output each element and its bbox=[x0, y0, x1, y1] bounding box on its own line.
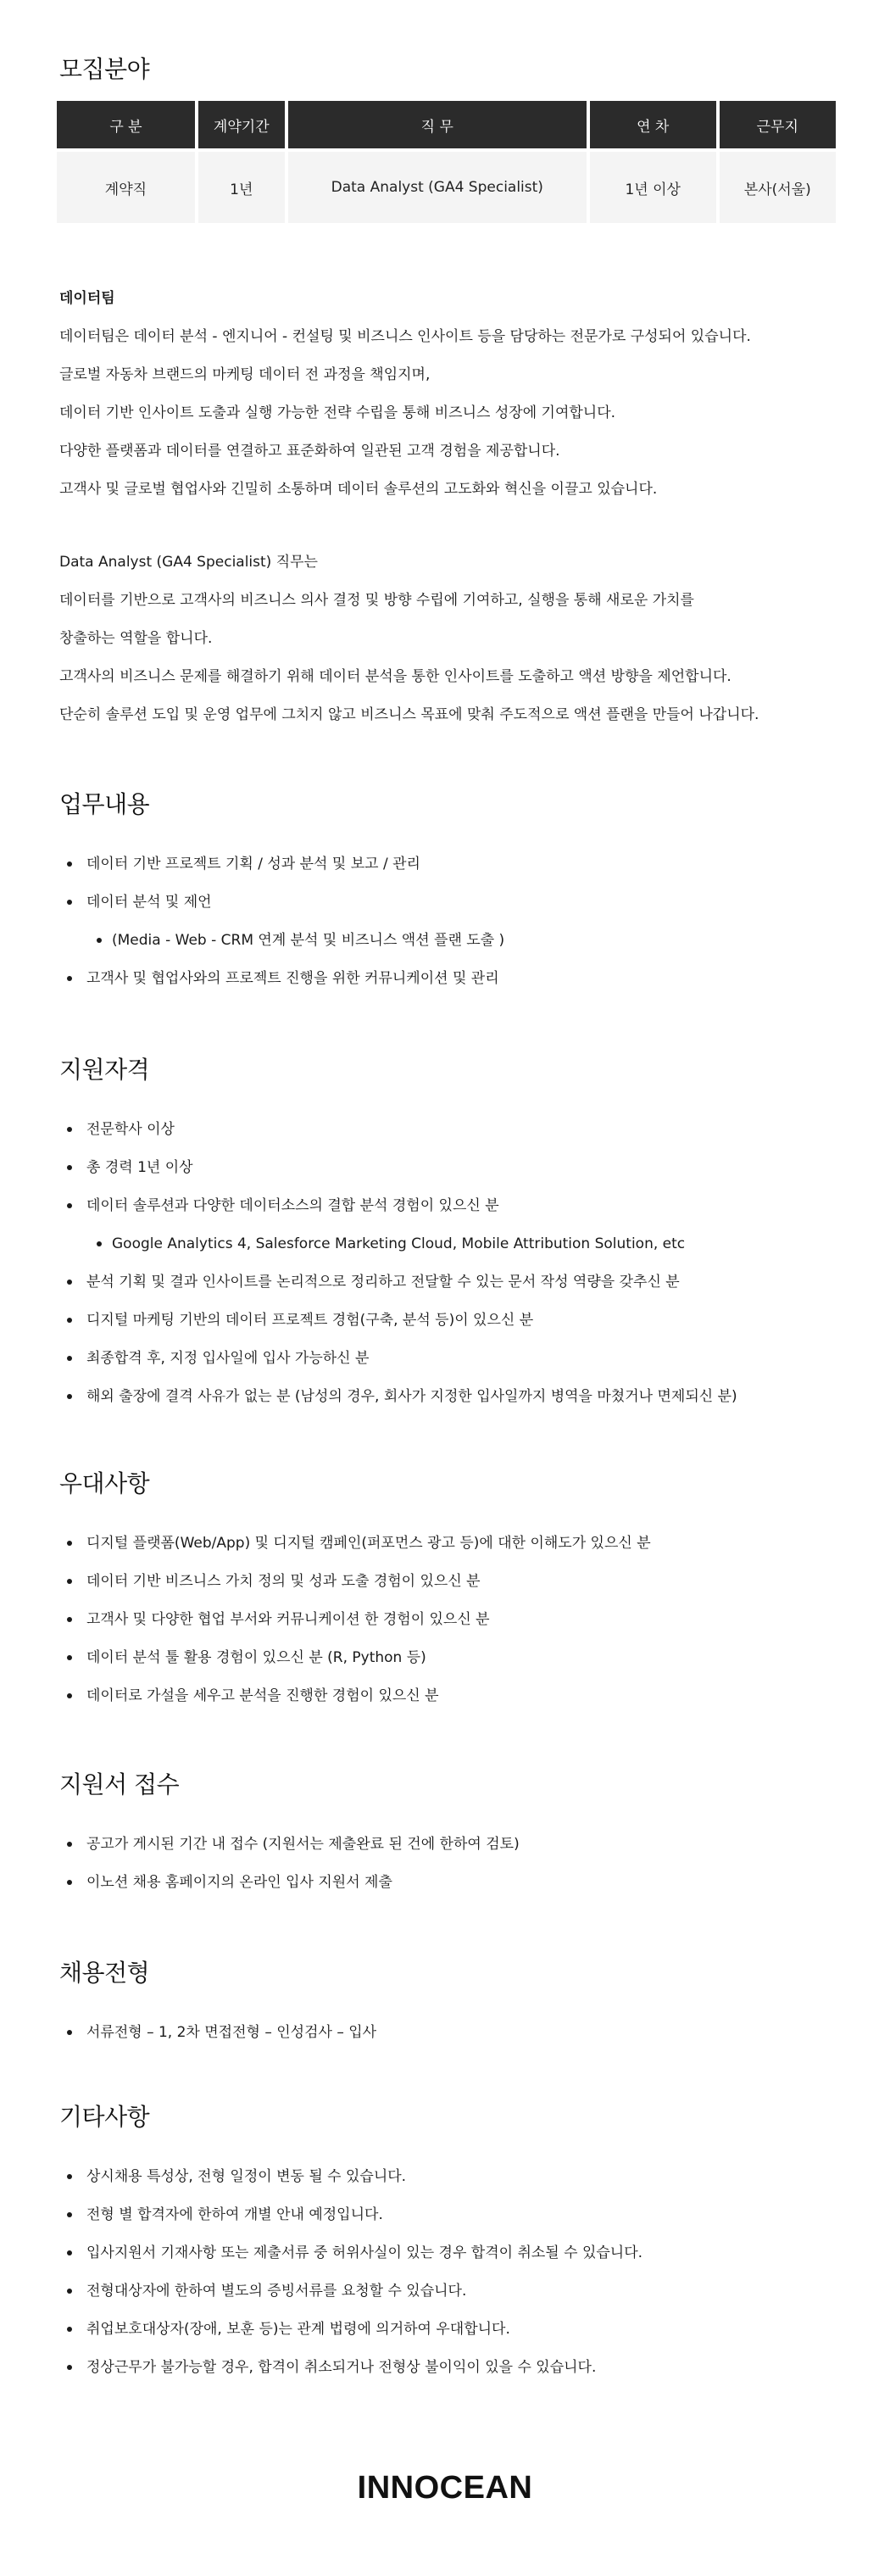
list-item: 서류전형 – 1, 2차 면접전형 – 인성검사 – 입사 bbox=[59, 2014, 856, 2052]
bullet-icon bbox=[67, 2174, 72, 2179]
role-line: 고객사의 비즈니스 문제를 해결하기 위해 데이터 분석을 통한 인사이트를 도출하고 액션 방향을 제언합니다. bbox=[59, 668, 731, 685]
bullet-icon bbox=[67, 1842, 72, 1847]
bullet-icon bbox=[67, 861, 72, 867]
header-job: 직 무 bbox=[288, 101, 587, 148]
role-line: 단순히 솔루션 도입 및 운영 업무에 그치지 않고 비즈니스 목표에 맞춰 주도적으로 액션 플랜을 만들어 나갑니다. bbox=[59, 706, 759, 723]
header-location: 근무지 bbox=[720, 101, 836, 148]
application-list bbox=[59, 1826, 856, 1902]
list-item: 고객사 및 다양한 협업 부서와 커뮤니케이션 한 경험이 있으신 분 bbox=[59, 1601, 856, 1639]
preferred-title: 우대사항 bbox=[59, 1469, 150, 1497]
bullet-icon bbox=[67, 900, 72, 905]
bullet-icon bbox=[67, 1127, 72, 1132]
list-item: 이노션 채용 홈페이지의 온라인 입사 지원서 제출 bbox=[59, 1864, 856, 1902]
cell-type: 계약직 bbox=[57, 148, 195, 223]
innocean-logo: INNOCEAN bbox=[357, 2470, 533, 2506]
bullet-icon bbox=[67, 1655, 72, 1660]
list-item: 전형대상자에 한하여 별도의 증빙서류를 요청할 수 있습니다. bbox=[59, 2272, 856, 2311]
list-item: 데이터로 가설을 세우고 분석을 진행한 경험이 있으신 분 bbox=[59, 1677, 856, 1715]
list-item: 데이터 분석 툴 활용 경험이 있으신 분 (R, Python 등) bbox=[59, 1639, 856, 1677]
cell-experience: 1년 이상 bbox=[590, 148, 716, 223]
bullet-icon bbox=[67, 2327, 72, 2332]
qualifications-list bbox=[59, 1111, 856, 1416]
bullet-icon bbox=[67, 1579, 72, 1584]
bullet-icon bbox=[97, 938, 102, 943]
team-line: 데이터 기반 인사이트 도출과 실행 가능한 전략 수립을 통해 비즈니스 성장에 기여합니다. bbox=[59, 404, 616, 421]
recruit-title: 모집분야 bbox=[59, 55, 150, 83]
bullet-icon bbox=[67, 2250, 72, 2255]
list-item: 공고가 게시된 기간 내 접수 (지원서는 제출완료 된 건에 한하여 검토) bbox=[59, 1826, 856, 1864]
team-intro bbox=[59, 280, 856, 509]
bullet-icon bbox=[67, 1617, 72, 1622]
role-intro bbox=[59, 544, 856, 734]
list-item: 최종합격 후, 지정 입사일에 입사 가능하신 분 bbox=[59, 1340, 856, 1378]
role-title: Data Analyst (GA4 Specialist) 직무는 bbox=[59, 554, 318, 571]
bullet-icon bbox=[67, 1394, 72, 1399]
cell-contract-period: 1년 bbox=[198, 148, 285, 223]
list-subitem: (Media - Web - CRM 연계 분석 및 비즈니스 액션 플랜 도출 ) bbox=[59, 922, 856, 960]
list-item: 해외 출장에 결격 사유가 없는 분 (남성의 경우, 회사가 지정한 입사일까지 병역을 마쳤거나 면제되신 분) bbox=[59, 1378, 856, 1416]
preferred-list bbox=[59, 1525, 856, 1715]
cell-job: Data Analyst (GA4 Specialist) bbox=[288, 148, 587, 223]
bullet-icon bbox=[67, 1280, 72, 1285]
bullet-icon bbox=[67, 1693, 72, 1698]
cell-location: 본사(서울) bbox=[720, 148, 836, 223]
list-item: 총 경력 1년 이상 bbox=[59, 1149, 856, 1187]
bullet-icon bbox=[67, 1356, 72, 1361]
list-item: 디지털 플랫폼(Web/App) 및 디지털 캠페인(퍼포먼스 광고 등)에 대한 이해도가 있으신 분 bbox=[59, 1525, 856, 1563]
etc-title: 기타사항 bbox=[59, 2103, 150, 2131]
header-contract-period: 계약기간 bbox=[198, 101, 285, 148]
etc-list bbox=[59, 2158, 856, 2387]
application-title: 지원서 접수 bbox=[59, 1770, 180, 1798]
duties-list bbox=[59, 845, 856, 998]
team-title: 데이터팀 bbox=[59, 290, 115, 307]
bullet-icon bbox=[97, 1241, 102, 1246]
bullet-icon bbox=[67, 1541, 72, 1546]
bullet-icon bbox=[67, 2365, 72, 2370]
recruit-table bbox=[53, 101, 839, 223]
list-item: 전문학사 이상 bbox=[59, 1111, 856, 1149]
list-item: 고객사 및 협업사와의 프로젝트 진행을 위한 커뮤니케이션 및 관리 bbox=[59, 960, 856, 998]
list-item: 상시채용 특성상, 전형 일정이 변동 될 수 있습니다. bbox=[59, 2158, 856, 2196]
list-item: 분석 기획 및 결과 인사이트를 논리적으로 정리하고 전달할 수 있는 문서 작성 역량을 갖추신 분 bbox=[59, 1263, 856, 1302]
bullet-icon bbox=[67, 1165, 72, 1170]
team-line: 데이터팀은 데이터 분석 - 엔지니어 - 컨설팅 및 비즈니스 인사이트 등을 담당하는 전문가로 구성되어 있습니다. bbox=[59, 328, 751, 345]
recruit-table-header-row bbox=[57, 101, 836, 148]
table-row bbox=[57, 148, 836, 223]
list-item: 데이터 기반 비즈니스 가치 정의 및 성과 도출 경험이 있으신 분 bbox=[59, 1563, 856, 1601]
process-title: 채용전형 bbox=[59, 1959, 150, 1987]
list-subitem: Google Analytics 4, Salesforce Marketing Cloud, Mobile Attribution Solution, etc bbox=[59, 1225, 856, 1263]
list-item: 데이터 기반 프로젝트 기획 / 성과 분석 및 보고 / 관리 bbox=[59, 845, 856, 884]
role-line: 창출하는 역할을 합니다. bbox=[59, 630, 213, 647]
list-item: 데이터 분석 및 제언 bbox=[59, 884, 856, 922]
list-item: 데이터 솔루션과 다양한 데이터소스의 결합 분석 경험이 있으신 분 bbox=[59, 1187, 856, 1225]
bullet-icon bbox=[67, 1318, 72, 1323]
bullet-icon bbox=[67, 1880, 72, 1885]
duties-title: 업무내용 bbox=[59, 790, 150, 818]
list-item: 입사지원서 기재사항 또는 제출서류 중 허위사실이 있는 경우 합격이 취소될 수 있습니다. bbox=[59, 2234, 856, 2272]
header-experience: 연 차 bbox=[590, 101, 716, 148]
bullet-icon bbox=[67, 2289, 72, 2294]
header-type: 구 분 bbox=[57, 101, 195, 148]
process-list bbox=[59, 2014, 856, 2052]
bullet-icon bbox=[67, 1203, 72, 1208]
role-line: 데이터를 기반으로 고객사의 비즈니스 의사 결정 및 방향 수립에 기여하고, 실행을 통해 새로운 가치를 bbox=[59, 592, 694, 609]
qualifications-title: 지원자격 bbox=[59, 1056, 150, 1084]
list-item: 전형 별 합격자에 한하여 개별 안내 예정입니다. bbox=[59, 2196, 856, 2234]
list-item: 취업보호대상자(장애, 보훈 등)는 관계 법령에 의거하여 우대합니다. bbox=[59, 2311, 856, 2349]
bullet-icon bbox=[67, 2212, 72, 2217]
team-line: 글로벌 자동차 브랜드의 마케팅 데이터 전 과정을 책임지며, bbox=[59, 366, 431, 383]
list-item: 정상근무가 불가능할 경우, 합격이 취소되거나 전형상 불이익이 있을 수 있습니다. bbox=[59, 2349, 856, 2387]
bullet-icon bbox=[67, 976, 72, 981]
team-line: 고객사 및 글로벌 협업사와 긴밀히 소통하며 데이터 솔루션의 고도화와 혁신을 이끌고 있습니다. bbox=[59, 481, 658, 498]
bullet-icon bbox=[67, 2030, 72, 2035]
list-item: 디지털 마케팅 기반의 데이터 프로젝트 경험(구축, 분석 등)이 있으신 분 bbox=[59, 1302, 856, 1340]
team-line: 다양한 플랫폼과 데이터를 연결하고 표준화하여 일관된 고객 경험을 제공합니다. bbox=[59, 443, 560, 460]
